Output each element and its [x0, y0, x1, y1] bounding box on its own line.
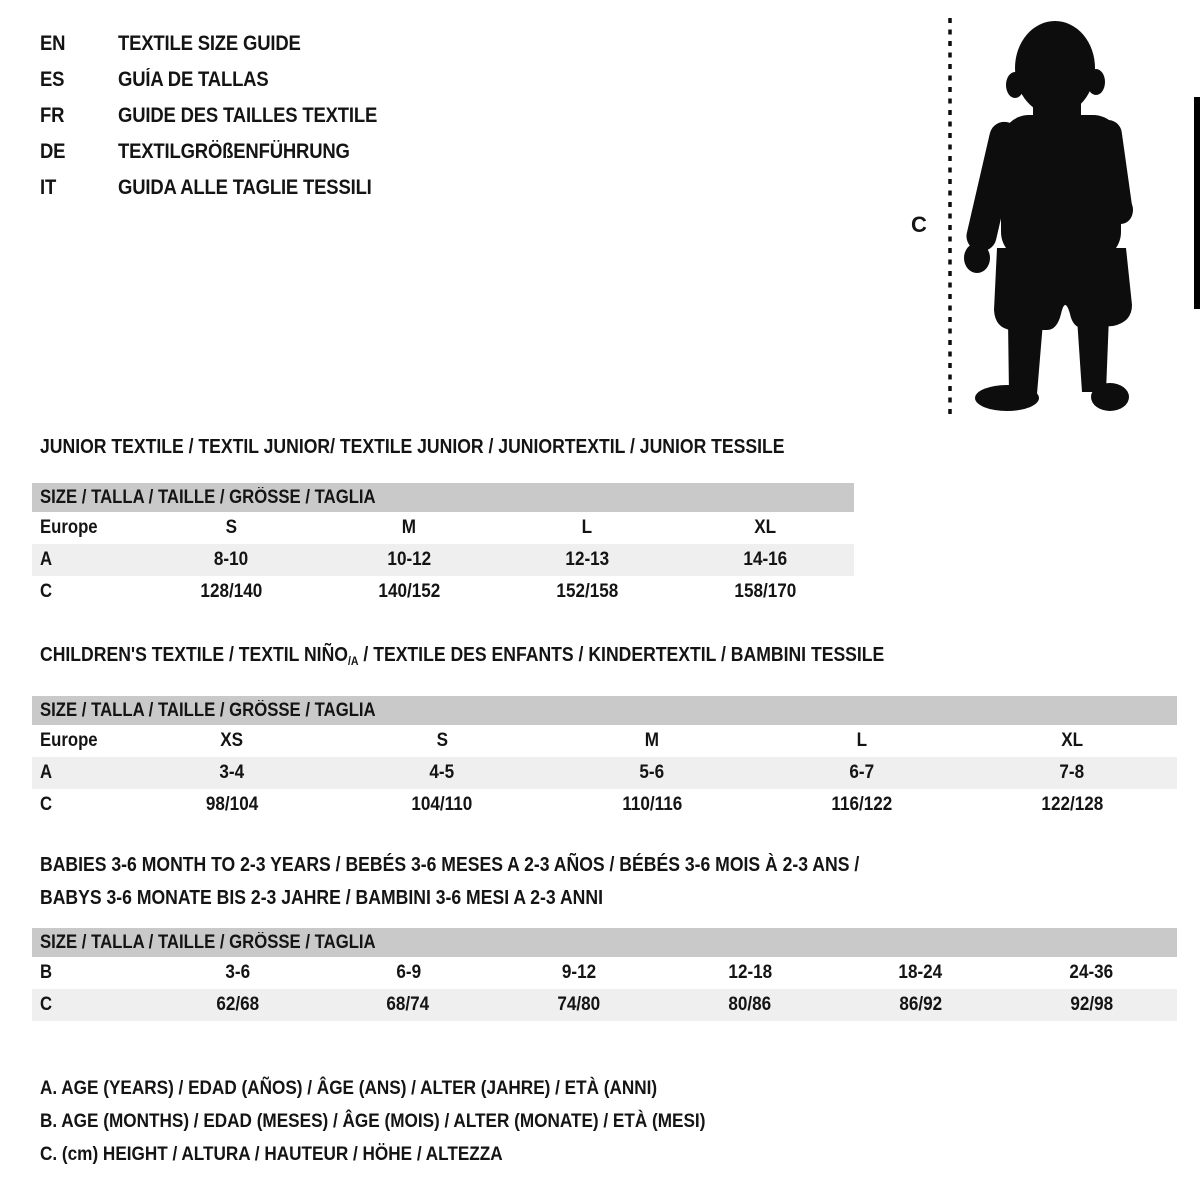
language-code-text: EN [40, 32, 66, 55]
row-label [32, 794, 127, 816]
section-title-text [40, 645, 884, 671]
language-row [40, 26, 412, 62]
language-title-text: TEXTILGRÖßENFÜHRUNG [118, 140, 350, 163]
language-title-text: GUIDA ALLE TAGLIE TESSILI [118, 176, 372, 199]
size-cell-text: XL [754, 517, 776, 538]
left-ear-icon [1006, 72, 1024, 98]
size-cell [757, 794, 967, 816]
size-cell-text: S [436, 730, 448, 751]
size-table-row [32, 989, 1177, 1021]
size-cell [757, 762, 967, 784]
size-cell-text: 140/152 [378, 581, 440, 602]
size-table-header-text: SIZE / TALLA / TAILLE / GRÖSSE / TAGLIA [40, 486, 376, 508]
language-row [40, 62, 412, 98]
size-cell-text: 122/128 [1041, 794, 1103, 815]
section-title-line [40, 855, 1177, 875]
size-table [32, 928, 1177, 1021]
language-code [40, 68, 118, 92]
size-cell-text: XS [220, 730, 244, 751]
language-code-text: ES [40, 68, 65, 91]
language-title [118, 140, 381, 164]
right-hand [1109, 196, 1133, 224]
size-cell-text: 80/86 [728, 994, 772, 1015]
language-code [40, 140, 118, 164]
title-segment: JUNIOR TEXTILE / TEXTIL JUNIOR/ TEXTILE JUNIOR / JUNIORTEXTIL / JUNIOR TESSILE [40, 436, 785, 458]
size-cell [547, 762, 757, 784]
size-cell [547, 794, 757, 816]
size-cell [498, 549, 676, 571]
size-cell-text: 110/116 [622, 794, 682, 815]
size-cell-text: 14-16 [743, 549, 787, 570]
size-cell [320, 517, 498, 539]
section-title-line [40, 437, 854, 457]
size-table-row [32, 725, 1177, 757]
size-cell [967, 730, 1177, 752]
size-cell-text: 6-9 [395, 962, 421, 983]
language-title [118, 32, 326, 56]
size-cell [757, 730, 967, 752]
right-leg [1077, 316, 1109, 392]
size-cell [967, 762, 1177, 784]
size-cell-text: 18-24 [898, 962, 943, 983]
language-code-text: DE [40, 140, 66, 163]
toddler-silhouette-graphic [905, 0, 1200, 430]
size-cell-text: 7-8 [1059, 762, 1085, 783]
language-code [40, 32, 118, 56]
size-cell [323, 962, 494, 984]
size-table-header-text: SIZE / TALLA / TAILLE / GRÖSSE / TAGLIA [40, 931, 376, 953]
language-code [40, 104, 118, 128]
size-cell [152, 962, 323, 984]
size-cell [337, 730, 547, 752]
title-segment: / TEXTILE DES ENFANTS / KINDERTEXTIL / BAMBINI TESSILE [358, 644, 885, 666]
section-title [32, 437, 854, 457]
legend-line-text: C. (cm) HEIGHT / ALTURA / HAUTEUR / HÖHE / ALTEZZA [40, 1143, 503, 1165]
left-hand [964, 243, 990, 273]
size-table-header-text: SIZE / TALLA / TAILLE / GRÖSSE / TAGLIA [40, 699, 376, 721]
language-title-text: TEXTILE SIZE GUIDE [118, 32, 301, 55]
legend-line [40, 1138, 796, 1171]
size-cell [547, 730, 757, 752]
size-cell-text: 116/122 [831, 794, 893, 815]
size-cell-text: 62/68 [216, 994, 259, 1015]
row-label [32, 962, 152, 984]
language-title [118, 104, 412, 128]
legend-line [40, 1072, 796, 1105]
size-cell [337, 794, 547, 816]
size-cell [152, 994, 323, 1016]
size-table [32, 696, 1177, 821]
row-label [32, 517, 142, 539]
size-cell [664, 994, 835, 1016]
size-cell-text: 92/98 [1070, 994, 1113, 1015]
size-cell [664, 962, 835, 984]
size-cell-text: 86/92 [899, 994, 943, 1015]
row-label-text: Europe [40, 517, 98, 538]
section-babies [32, 855, 1177, 1021]
size-table-header [32, 696, 1177, 725]
size-cell [835, 962, 1006, 984]
size-cell-text: M [401, 517, 417, 538]
size-cell-text: 98/104 [205, 794, 259, 815]
size-table-header [32, 483, 854, 512]
language-row [40, 134, 412, 170]
row-label-text: A [40, 549, 53, 570]
size-cell-text: 68/74 [386, 994, 430, 1015]
title-segment: CHILDREN'S TEXTILE / TEXTIL NIÑO [40, 644, 348, 666]
language-code [40, 176, 118, 200]
size-cell [498, 517, 676, 539]
size-cell-text: 12-13 [565, 549, 609, 570]
size-cell-text: 10-12 [387, 549, 431, 570]
size-cell [320, 549, 498, 571]
section-title-text [40, 888, 603, 908]
size-cell-text: 5-6 [639, 762, 665, 783]
size-cell [1006, 962, 1177, 984]
size-cell [1006, 994, 1177, 1016]
size-cell-text: 152/158 [556, 581, 618, 602]
size-cell-text: 3-4 [219, 762, 245, 783]
size-table-row [32, 512, 854, 544]
size-table-row [32, 789, 1177, 821]
height-measure-label: C [911, 212, 927, 237]
size-cell [676, 549, 854, 571]
left-foot [975, 385, 1039, 411]
language-title-text: GUÍA DE TALLAS [118, 68, 269, 91]
row-label [32, 549, 142, 571]
size-cell-text: L [856, 730, 868, 751]
language-title-text: GUIDE DES TAILLES TEXTILE [118, 104, 378, 127]
row-label-text: B [40, 962, 53, 983]
size-table [32, 483, 854, 608]
size-cell-text: 24-36 [1069, 962, 1114, 983]
size-cell [835, 994, 1006, 1016]
size-cell [127, 730, 337, 752]
size-cell-text: 8-10 [213, 549, 249, 570]
legend [40, 1072, 796, 1171]
section-title-text [40, 855, 859, 875]
language-code-text: IT [40, 176, 57, 199]
language-title-list [40, 26, 412, 206]
section-title-text [40, 437, 785, 457]
shorts [994, 248, 1132, 330]
size-cell-text: 3-6 [225, 962, 250, 983]
size-cell [337, 762, 547, 784]
size-cell [676, 517, 854, 539]
size-cell [142, 549, 320, 571]
size-cell [127, 794, 337, 816]
size-cell-text: 104/110 [411, 794, 473, 815]
row-label [32, 730, 127, 752]
title-subscript: /A [347, 654, 359, 668]
row-label-text: A [40, 762, 53, 783]
section-title [32, 645, 1177, 671]
row-label [32, 994, 152, 1016]
language-row [40, 98, 412, 134]
size-cell [676, 581, 854, 603]
right-foot [1091, 383, 1129, 411]
size-cell [494, 962, 665, 984]
size-table-row [32, 957, 1177, 989]
left-leg [1008, 320, 1043, 394]
section-title-line [40, 645, 1177, 671]
size-table-row [32, 544, 854, 576]
size-cell-text: 6-7 [849, 762, 875, 783]
row-label-text: Europe [40, 730, 98, 751]
row-label-text: C [40, 994, 53, 1015]
section-junior [32, 437, 854, 608]
legend-line [40, 1105, 796, 1138]
size-cell-text: M [644, 730, 660, 751]
size-cell-text: 74/80 [557, 994, 601, 1015]
size-cell [127, 762, 337, 784]
row-label-text: C [40, 794, 53, 815]
section-title [32, 855, 1177, 908]
size-table-row [32, 576, 854, 608]
right-ear-icon [1087, 69, 1105, 95]
section-title-line [40, 888, 1177, 908]
size-cell-text: S [225, 517, 237, 538]
language-row [40, 170, 412, 206]
size-cell-text: L [581, 517, 593, 538]
language-code-text: FR [40, 104, 65, 127]
size-cell [494, 994, 665, 1016]
language-title [118, 176, 406, 200]
size-cell [323, 994, 494, 1016]
right-edge-crop-mark [1194, 97, 1200, 309]
legend-line-text: A. AGE (YEARS) / EDAD (AÑOS) / ÂGE (ANS) / ALTER (JAHRE) / ETÀ (ANNI) [40, 1077, 658, 1099]
size-cell [967, 794, 1177, 816]
size-cell [498, 581, 676, 603]
language-title [118, 68, 289, 92]
section-children [32, 645, 1177, 821]
size-cell-text: 9-12 [561, 962, 597, 983]
row-label [32, 762, 127, 784]
title-segment: BABYS 3-6 MONATE BIS 2-3 JAHRE / BAMBINI 3-6 MESI A 2-3 ANNI [40, 887, 603, 909]
size-cell-text: 128/140 [200, 581, 262, 602]
size-cell [142, 517, 320, 539]
size-cell [142, 581, 320, 603]
toddler-figure [905, 0, 1200, 430]
size-table-header [32, 928, 1177, 957]
row-label-text: C [40, 581, 53, 602]
size-cell-text: 12-18 [728, 962, 772, 983]
size-cell-text: 158/170 [734, 581, 796, 602]
row-label [32, 581, 142, 603]
legend-line-text: B. AGE (MONTHS) / EDAD (MESES) / ÂGE (MOIS) / ALTER (MONATE) / ETÀ (MESI) [40, 1110, 706, 1132]
size-cell-text: 4-5 [429, 762, 455, 783]
size-table-row [32, 757, 1177, 789]
size-cell-text: XL [1061, 730, 1083, 751]
size-cell [320, 581, 498, 603]
title-segment: BABIES 3-6 MONTH TO 2-3 YEARS / BEBÉS 3-6 MESES A 2-3 AÑOS / BÉBÉS 3-6 MOIS À 2-3 ANS / [40, 854, 860, 876]
